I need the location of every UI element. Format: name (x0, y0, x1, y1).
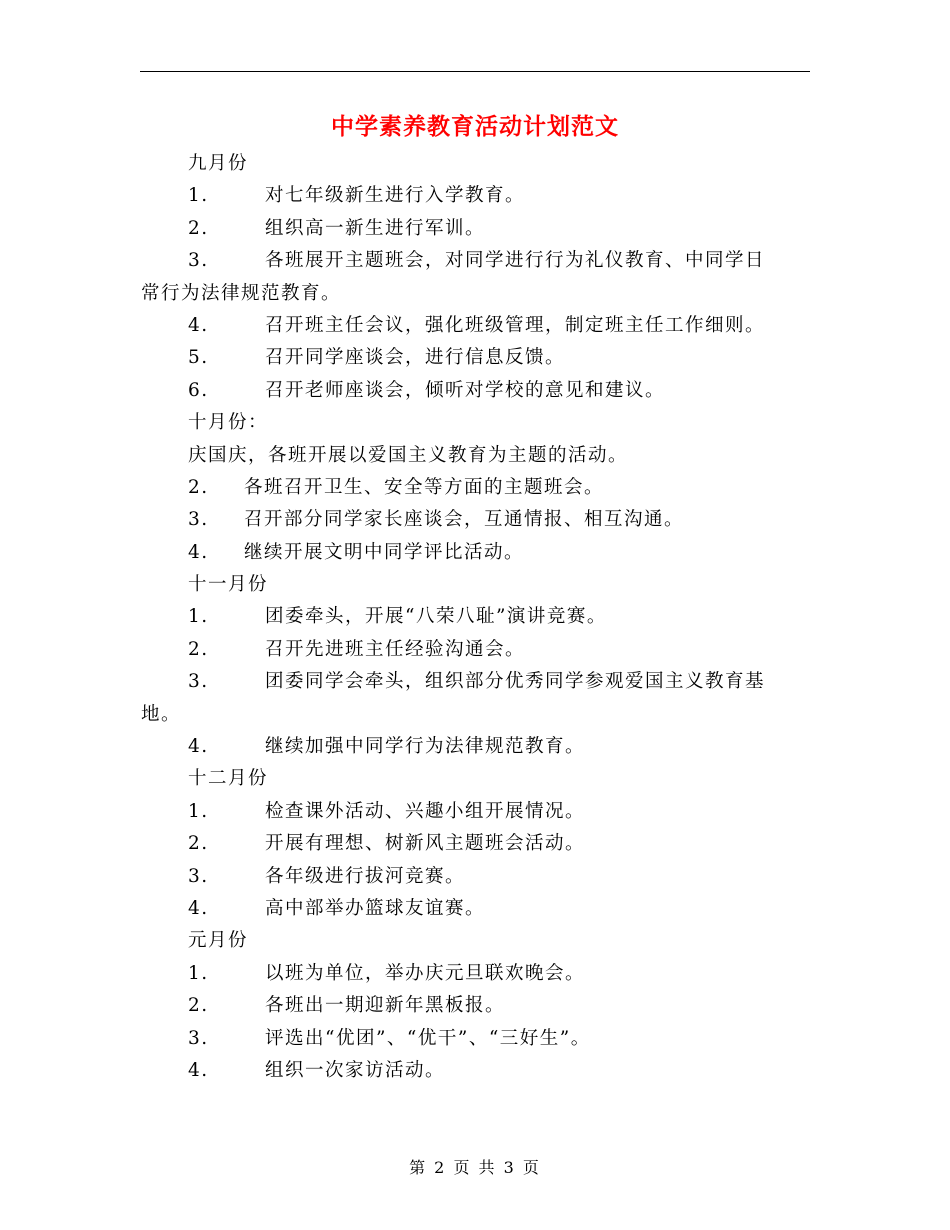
list-item (141, 666, 811, 698)
item-text: 继续开展文明中同学评比活动。 (244, 541, 525, 563)
list-item (141, 472, 811, 504)
item-text: 团委牵头，开展“八荣八耻”演讲竞赛。 (265, 606, 607, 628)
item-text: 召开班主任会议，强化班级管理，制定班主任工作细则。 (265, 314, 766, 336)
item-text: 各班召开卫生、安全等方面的主题班会。 (244, 476, 605, 498)
item-text: 继续加强中同学行为法律规范教育。 (265, 736, 586, 758)
list-item-continuation: 常行为法律规范教育。 (141, 282, 342, 304)
item-number: 1. (188, 800, 209, 822)
item-number: 4. (188, 541, 209, 563)
item-number: 4. (188, 736, 209, 758)
item-text: 召开先进班主任经验沟通会。 (265, 638, 526, 660)
item-number: 4. (188, 1059, 209, 1081)
section-heading-january: 元月份 (188, 930, 249, 952)
list-item (141, 1023, 811, 1055)
list-item (141, 990, 811, 1022)
list-item (141, 375, 811, 407)
item-text: 召开老师座谈会，倾听对学校的意见和建议。 (265, 379, 666, 401)
list-item (141, 537, 811, 569)
item-number: 4. (188, 897, 209, 919)
item-number: 3. (188, 509, 209, 531)
item-number: 4. (188, 314, 209, 336)
document-body (141, 148, 811, 1087)
list-item (141, 245, 811, 277)
list-item (141, 1055, 811, 1087)
item-number: 2. (188, 476, 209, 498)
list-item (141, 342, 811, 374)
list-item (141, 601, 811, 633)
section-heading-september: 九月份 (188, 153, 249, 174)
item-text: 各班展开主题班会，对同学进行行为礼仪教育、中同学日 (265, 250, 766, 272)
item-number: 2. (188, 833, 209, 855)
item-number: 3. (188, 1027, 209, 1049)
item-text: 召开部分同学家长座谈会，互通情报、相互沟通。 (244, 509, 685, 531)
item-text: 评选出“优团”、“优干”、“三好生”。 (265, 1027, 591, 1049)
item-text: 开展有理想、树新风主题班会活动。 (265, 833, 586, 855)
list-item (141, 893, 811, 925)
list-item (141, 634, 811, 666)
list-item (141, 731, 811, 763)
item-text: 召开同学座谈会，进行信息反馈。 (265, 347, 566, 369)
section-intro: 庆国庆，各班开展以爱国主义教育为主题的活动。 (188, 444, 629, 466)
item-text: 团委同学会牵头，组织部分优秀同学参观爱国主义教育基 (265, 671, 766, 693)
item-number: 1. (188, 962, 209, 984)
section-heading-october: 十月份： (188, 412, 269, 434)
item-number: 2. (188, 638, 209, 660)
section-heading-december: 十二月份 (188, 768, 269, 790)
item-number: 3. (188, 865, 209, 887)
section-heading-november: 十一月份 (188, 574, 269, 596)
item-number: 3. (188, 250, 209, 272)
list-item (141, 310, 811, 342)
list-item (141, 958, 811, 990)
item-text: 高中部举办篮球友谊赛。 (265, 897, 486, 919)
list-item (141, 504, 811, 536)
item-number: 6. (188, 379, 209, 401)
list-item (141, 213, 811, 245)
item-text: 以班为单位，举办庆元旦联欢晚会。 (265, 962, 586, 984)
item-number: 1. (188, 606, 209, 628)
item-text: 各年级进行拔河竞赛。 (265, 865, 466, 887)
item-text: 各班出一期迎新年黑板报。 (265, 995, 506, 1017)
item-number: 5. (188, 347, 209, 369)
item-number: 2. (188, 217, 209, 239)
header-rule (140, 71, 810, 72)
list-item (141, 180, 811, 212)
item-number: 3. (188, 671, 209, 693)
item-text: 组织高一新生进行军训。 (265, 217, 486, 239)
page-footer: 第 2 页 共 3 页 (409, 1158, 541, 1177)
item-text: 对七年级新生进行入学教育。 (265, 185, 526, 207)
list-item (141, 796, 811, 828)
list-item-continuation: 地。 (141, 703, 182, 725)
item-text: 检查课外活动、兴趣小组开展情况。 (265, 800, 586, 822)
list-item (141, 861, 811, 893)
list-item (141, 828, 811, 860)
item-number: 1. (188, 185, 209, 207)
item-number: 2. (188, 995, 209, 1017)
document-title: 中学素养教育活动计划范文 (331, 113, 619, 140)
item-text: 组织一次家访活动。 (265, 1059, 446, 1081)
